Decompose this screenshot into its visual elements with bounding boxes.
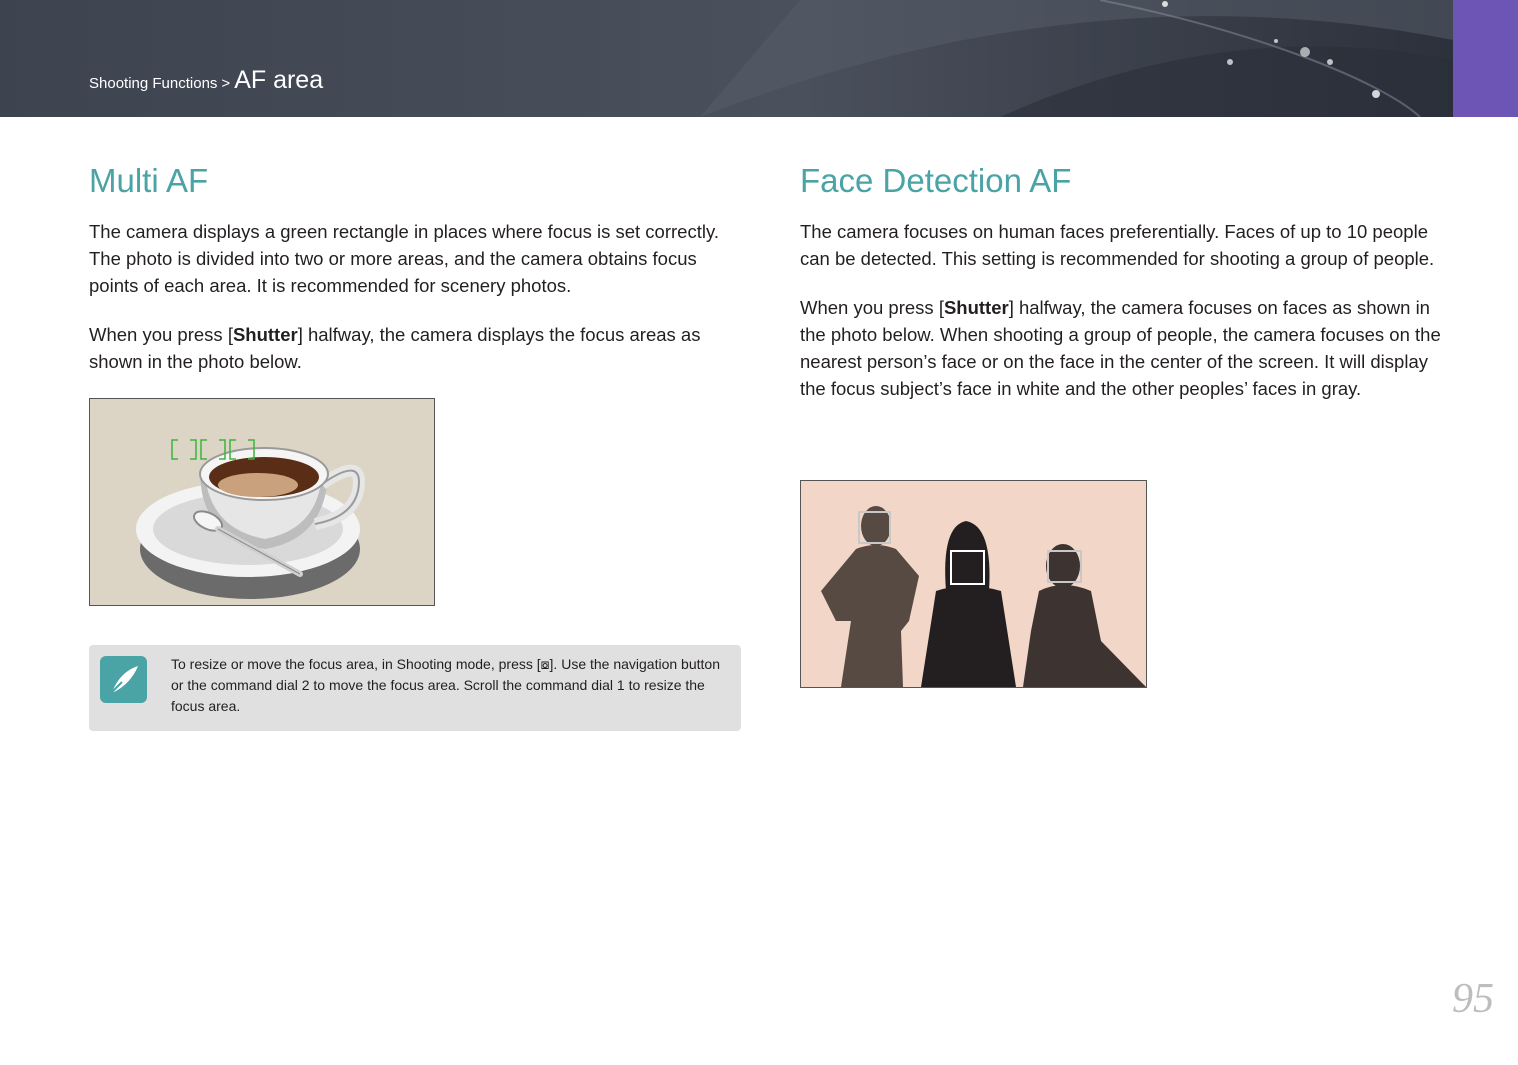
multi-af-shutter-instruction [89,321,741,375]
shutter-key-label: Shutter [232,324,298,345]
face-p2-before: When you press [ [800,297,944,318]
multi-af-p2-before: When you press [ [89,324,233,345]
person-silhouette-right [1023,544,1146,687]
people-silhouettes-illustration [800,480,1147,688]
face-p2-after: ] halfway, the camera focuses on faces as shown in the photo below. When shooting a group of people, the camera focuses on the nearest person’s face or on the face in the center of the screen. It will display the focus subject’s face in white and the other peoples’ faces in gray. [800,297,1441,399]
multi-af-title: Multi AF [89,162,209,199]
header-decoration [0,0,1453,117]
multi-af-section [89,160,741,375]
face-detection-af-title: Face Detection AF [800,162,1072,199]
breadcrumb-separator: > [221,75,231,92]
face-detection-shutter-instruction [800,294,1450,402]
multi-af-p2-after: ] halfway, the camera displays the focus areas as shown in the photo below. [89,324,701,372]
note-box [89,645,741,731]
person-silhouette-left [821,506,919,687]
face-detection-af-section [800,160,1450,402]
header-accent-tab [1453,0,1518,117]
face-detection-description: The camera focuses on human faces preferentially. Faces of up to 10 people can be detected. This setting is recommended for shooting a group of people. [800,221,1435,269]
person-silhouette-center [921,521,1016,687]
page-header [0,0,1453,117]
multi-af-description: The camera displays a green rectangle in places where focus is set correctly. The photo is divided into two or more areas, and the camera obtains focus points of each area. It is recommended for scenery photos. [89,221,719,296]
page-number: 95 [1452,976,1494,1022]
shutter-key-label: Shutter [943,297,1009,318]
breadcrumb-parent: Shooting Functions [89,75,218,92]
pen-note-icon [100,656,147,703]
note-text: To resize or move the focus area, in Shooting mode, press [⧇]. Use the navigation button or the command dial 2 to move the focus area. Scroll the command dial 1 to resize the focus area. [171,656,720,714]
breadcrumb [89,66,323,95]
coffee-cup-illustration [89,398,435,606]
breadcrumb-current: AF area [234,66,324,94]
